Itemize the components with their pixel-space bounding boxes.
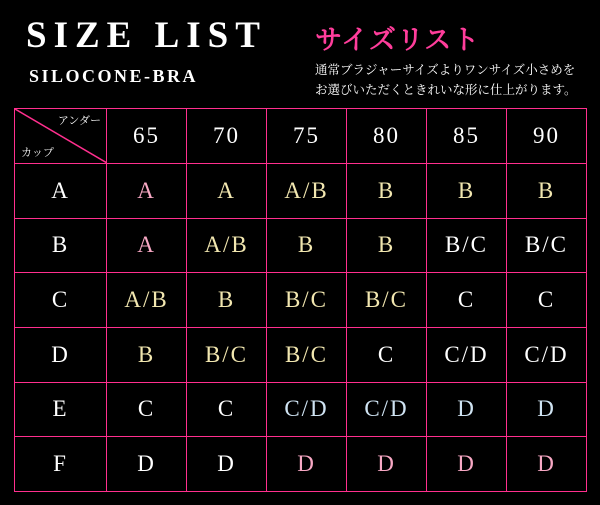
cup-label: カップ — [21, 146, 54, 159]
size-cell: B/C — [427, 218, 507, 273]
size-cell: A — [107, 164, 187, 219]
column-header-85: 85 — [427, 109, 507, 164]
size-cell: B — [187, 273, 267, 328]
table-row — [15, 382, 587, 437]
size-table-container — [14, 108, 586, 492]
column-header-75: 75 — [267, 109, 347, 164]
size-cell: C — [427, 273, 507, 328]
sizing-note-line-1: 通常ブラジャーサイズよりワンサイズ小さめを — [315, 62, 576, 77]
size-cell: B — [347, 164, 427, 219]
size-cell: B/C — [347, 273, 427, 328]
size-cell: C/D — [347, 382, 427, 437]
size-cell: B — [267, 218, 347, 273]
size-cell: A — [107, 218, 187, 273]
size-cell: C — [187, 382, 267, 437]
column-header-80: 80 — [347, 109, 427, 164]
size-cell: C — [347, 327, 427, 382]
table-row — [15, 273, 587, 328]
size-cell: D — [267, 437, 347, 492]
size-cell: B/C — [187, 327, 267, 382]
size-cell: B — [427, 164, 507, 219]
table-header-row — [15, 109, 587, 164]
size-cell: A/B — [187, 218, 267, 273]
header — [0, 0, 600, 108]
sizing-note-line-2: お選びいただくときれいな形に仕上がります。 — [315, 82, 577, 97]
size-cell: A/B — [267, 164, 347, 219]
size-cell: D — [187, 437, 267, 492]
sizing-note — [315, 60, 577, 100]
page-title: SIZE LIST — [26, 15, 267, 56]
size-cell: D — [507, 382, 587, 437]
row-header-E: E — [15, 382, 107, 437]
row-header-B: B — [15, 218, 107, 273]
size-cell: A — [187, 164, 267, 219]
column-header-70: 70 — [187, 109, 267, 164]
table-row — [15, 437, 587, 492]
row-header-D: D — [15, 327, 107, 382]
size-cell: C/D — [427, 327, 507, 382]
size-cell: C — [107, 382, 187, 437]
size-cell: B — [507, 164, 587, 219]
table-row — [15, 164, 587, 219]
size-cell: B/C — [507, 218, 587, 273]
size-cell: D — [107, 437, 187, 492]
size-cell: D — [427, 382, 507, 437]
size-table — [14, 108, 587, 492]
page-title-katakana: サイズリスト — [315, 25, 481, 56]
size-cell: B/C — [267, 273, 347, 328]
size-cell: B — [347, 218, 427, 273]
under-band-label: アンダー — [57, 114, 101, 127]
size-cell: D — [347, 437, 427, 492]
row-header-A: A — [15, 164, 107, 219]
size-cell: C/D — [267, 382, 347, 437]
size-cell: D — [427, 437, 507, 492]
row-header-F: F — [15, 437, 107, 492]
size-cell: C — [507, 273, 587, 328]
column-header-65: 65 — [107, 109, 187, 164]
size-cell: A/B — [107, 273, 187, 328]
size-cell: B — [107, 327, 187, 382]
row-header-C: C — [15, 273, 107, 328]
table-row — [15, 218, 587, 273]
table-row — [15, 327, 587, 382]
size-cell: D — [507, 437, 587, 492]
column-header-90: 90 — [507, 109, 587, 164]
size-cell: C/D — [507, 327, 587, 382]
size-cell: B/C — [267, 327, 347, 382]
table-corner-cell — [15, 109, 107, 164]
page-subtitle: SILOCONE-BRA — [29, 66, 199, 86]
